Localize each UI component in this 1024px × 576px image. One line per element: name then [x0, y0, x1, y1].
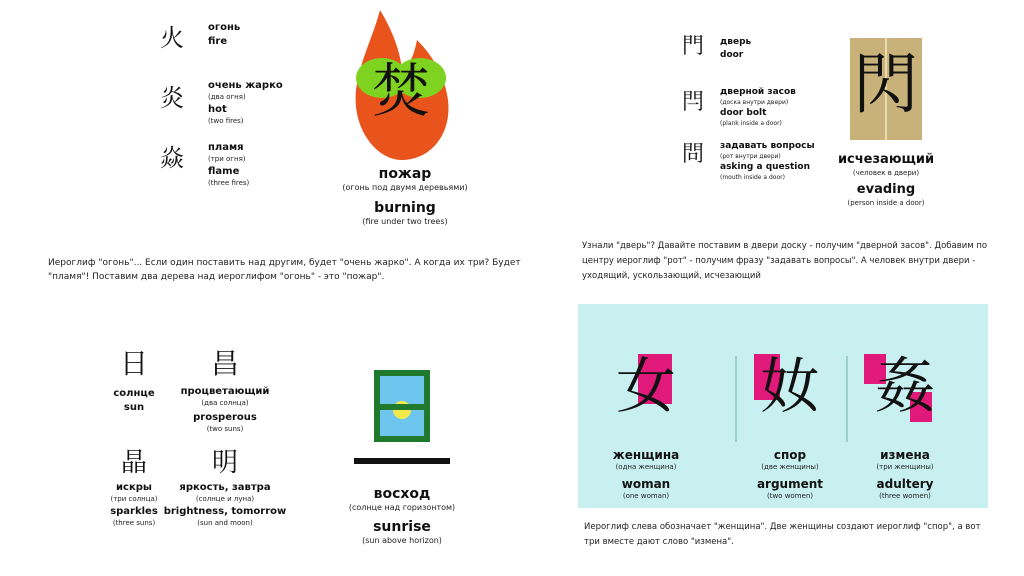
hot-en-note: (two fires)	[208, 117, 244, 125]
evading-ru: исчезающий	[837, 152, 935, 167]
hot-ru: очень жарко	[208, 80, 283, 91]
door-bolt-ru: дверной засов	[720, 87, 796, 97]
burning-en: burning	[374, 200, 436, 216]
adultery-en: adultery	[876, 477, 934, 491]
question-kanji: 問	[682, 142, 705, 167]
fire-ru: огонь	[208, 22, 241, 33]
flame-kanji: 焱	[160, 144, 184, 172]
question-en: asking a question	[720, 162, 810, 172]
prosperous-ru: процветающий	[180, 386, 270, 397]
woman-en-note: (one woman)	[622, 492, 670, 500]
question-en-note: (mouth inside a door)	[720, 174, 785, 181]
sun-ru: солнце	[113, 388, 155, 399]
sunrise-ru: восход	[373, 486, 431, 502]
hot-ru-note: (два огня)	[208, 93, 246, 101]
adultery-en-note: (three women)	[879, 492, 931, 500]
sunrise-illustration	[352, 368, 452, 468]
flame-en: flame	[208, 166, 240, 177]
fire-en: fire	[208, 36, 228, 47]
flame-en-note: (three fires)	[208, 179, 250, 187]
door-panel	[578, 6, 998, 296]
divider	[735, 356, 737, 442]
prosperous-en-note: (two suns)	[206, 425, 244, 433]
adultery-ru: измена	[880, 448, 930, 462]
evading-en-note: (person inside a door)	[847, 199, 925, 207]
divider	[846, 356, 848, 442]
brightness-en-note: (sun and moon)	[197, 519, 253, 527]
argument-kanji: 奻	[760, 352, 820, 422]
argument-ru: спор	[773, 448, 807, 462]
sparkles-en: sparkles	[110, 506, 158, 517]
door-bolt-ru-note: (доска внутри двери)	[720, 99, 789, 106]
prosperous-ru-note: (два солнца)	[201, 399, 249, 407]
door-bolt-en: door bolt	[720, 108, 767, 118]
question-ru-note: (рот внутри двери)	[720, 153, 781, 160]
brightness-en: brightness, tomorrow	[163, 506, 287, 517]
burning-kanji: 焚	[371, 57, 430, 125]
door-bolt-kanji: 閂	[682, 90, 705, 115]
door-en: door	[720, 50, 744, 60]
sun-en: sun	[123, 402, 145, 413]
door-kanji: 門	[682, 34, 705, 59]
horizon-bar	[380, 404, 424, 410]
hot-en: hot	[208, 104, 227, 115]
evading-en: evading	[856, 182, 916, 197]
woman-en: woman	[621, 477, 671, 491]
woman-ru-note: (одна женщина)	[615, 463, 677, 471]
adultery-card	[850, 352, 960, 442]
woman-panel	[578, 304, 988, 508]
brightness-kanji: 明	[211, 448, 238, 478]
brightness-ru-note: (солнце и луна)	[195, 495, 255, 503]
burning-en-note: (fire under two trees)	[362, 217, 448, 226]
brightness-ru: яркость, завтра	[179, 482, 271, 493]
adultery-kanji: 姦	[875, 352, 935, 422]
woman-kanji: 女	[616, 352, 676, 422]
adultery-ru-note: (три женщины)	[876, 463, 934, 471]
door-bolt-en-note: (plank inside a door)	[720, 120, 782, 127]
argument-card	[740, 352, 840, 442]
sunrise-ru-note: (солнце над горизонтом)	[348, 503, 456, 512]
door-description: Узнали "дверь"? Давайте поставим в двери доску - получим "дверной засов". Добавим по центру иероглиф "рот" - получим фразу "задавать вопросы". А человек внутри двери - уходящий, ускользающий, исчезающий	[582, 241, 988, 281]
sparkles-ru-note: (три солнца)	[110, 495, 158, 503]
fire-kanji: 火	[160, 24, 184, 52]
woman-card	[596, 352, 696, 442]
burning-ru: пожар	[378, 166, 432, 182]
argument-ru-note: (две женщины)	[761, 463, 819, 471]
sparkles-kanji: 晶	[120, 448, 147, 478]
sky-upper	[380, 376, 424, 404]
sun-panel	[60, 300, 540, 570]
prosperous-en: prosperous	[193, 412, 257, 423]
sunrise-en: sunrise	[373, 519, 431, 535]
door-ru: дверь	[720, 37, 752, 47]
fire-description: Иероглиф "огонь"... Если один поставить над другим, будет "очень жарко". А когда их три? Будет "пламя"! Поставим два дерева над иероглифом "огонь" - это "пожар".	[48, 258, 521, 282]
argument-en: argument	[756, 477, 824, 491]
sunrise-en-note: (sun above horizon)	[362, 536, 442, 545]
prosperous-kanji: 昌	[210, 347, 239, 380]
sparkles-en-note: (three suns)	[112, 519, 156, 527]
sparkles-ru: искры	[116, 482, 152, 493]
ground-line	[354, 458, 450, 464]
woman-ru: женщина	[612, 448, 680, 462]
flame-ru: пламя	[208, 142, 244, 153]
hot-kanji: 炎	[160, 84, 184, 112]
argument-en-note: (two women)	[766, 492, 813, 500]
evading-kanji: 閃	[853, 46, 919, 123]
sun-kanji: 日	[119, 347, 148, 380]
question-ru: задавать вопросы	[720, 141, 815, 151]
woman-description: Иероглиф слева обозначает "женщина". Две женщины создают иероглиф "спор", а вот три вместе дают слово "измена".	[584, 522, 981, 547]
flame-ru-note: (три огня)	[208, 155, 246, 163]
fire-panel	[40, 6, 540, 296]
burning-ru-note: (огонь под двумя деревьями)	[342, 183, 468, 192]
evading-ru-note: (человек в двери)	[852, 169, 920, 177]
